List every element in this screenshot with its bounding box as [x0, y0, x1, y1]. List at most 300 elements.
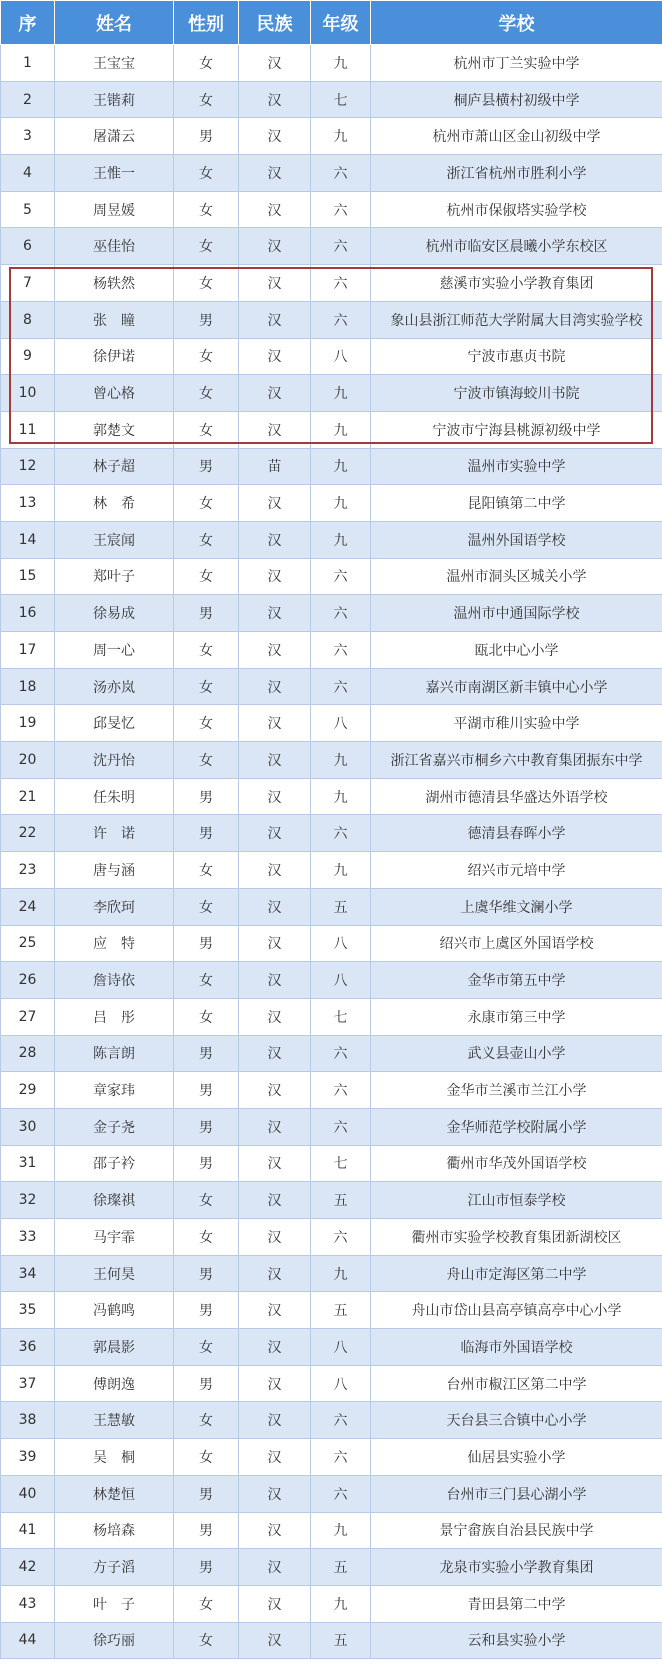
table-row [1, 1622, 662, 1659]
cell-gender: 女 [174, 1439, 239, 1476]
cell-school: 桐庐县横村初级中学 [371, 81, 662, 118]
cell-gender: 男 [174, 118, 239, 155]
cell-name: 王惟一 [55, 155, 174, 192]
cell-ethnicity: 汉 [239, 485, 311, 522]
table-row [1, 521, 662, 558]
cell-ethnicity: 汉 [239, 595, 311, 632]
cell-index: 34 [1, 1255, 55, 1292]
cell-name: 金子尧 [55, 1108, 174, 1145]
cell-name: 詹诗依 [55, 962, 174, 999]
table-row [1, 1512, 662, 1549]
cell-index: 31 [1, 1145, 55, 1182]
cell-school: 温州外国语学校 [371, 521, 662, 558]
cell-gender: 女 [174, 705, 239, 742]
table-row [1, 191, 662, 228]
cell-school: 金华市兰溪市兰江小学 [371, 1072, 662, 1109]
cell-ethnicity: 汉 [239, 1475, 311, 1512]
cell-school: 宁波市镇海蛟川书院 [371, 375, 662, 412]
cell-ethnicity: 汉 [239, 1585, 311, 1622]
cell-ethnicity: 汉 [239, 925, 311, 962]
cell-name: 曾心格 [55, 375, 174, 412]
cell-grade: 六 [311, 1035, 371, 1072]
cell-name: 林子超 [55, 448, 174, 485]
cell-grade: 九 [311, 1585, 371, 1622]
cell-index: 23 [1, 852, 55, 889]
cell-gender: 男 [174, 1145, 239, 1182]
cell-school: 云和县实验小学 [371, 1622, 662, 1659]
cell-index: 35 [1, 1292, 55, 1329]
cell-index: 36 [1, 1329, 55, 1366]
cell-ethnicity: 汉 [239, 265, 311, 302]
cell-grade: 九 [311, 45, 371, 82]
cell-grade: 五 [311, 1182, 371, 1219]
cell-name: 徐璨祺 [55, 1182, 174, 1219]
cell-grade: 六 [311, 632, 371, 669]
cell-school: 仙居县实验小学 [371, 1439, 662, 1476]
cell-school: 嘉兴市南湖区新丰镇中心小学 [371, 668, 662, 705]
table-row [1, 1329, 662, 1366]
cell-ethnicity: 汉 [239, 1292, 311, 1329]
cell-school: 杭州市临安区晨曦小学东校区 [371, 228, 662, 265]
cell-grade: 七 [311, 81, 371, 118]
cell-grade: 九 [311, 375, 371, 412]
cell-index: 44 [1, 1622, 55, 1659]
cell-gender: 男 [174, 1475, 239, 1512]
cell-grade: 九 [311, 521, 371, 558]
cell-index: 17 [1, 632, 55, 669]
table-row [1, 815, 662, 852]
cell-name: 周昱媛 [55, 191, 174, 228]
cell-gender: 男 [174, 1365, 239, 1402]
cell-gender: 女 [174, 265, 239, 302]
cell-name: 汤亦岚 [55, 668, 174, 705]
cell-index: 8 [1, 301, 55, 338]
cell-school: 永康市第三中学 [371, 998, 662, 1035]
cell-name: 傅朗逸 [55, 1365, 174, 1402]
cell-grade: 九 [311, 485, 371, 522]
cell-name: 李欣珂 [55, 888, 174, 925]
cell-school: 武义县壶山小学 [371, 1035, 662, 1072]
cell-gender: 女 [174, 1585, 239, 1622]
cell-school: 台州市三门县心湖小学 [371, 1475, 662, 1512]
cell-school: 湖州市德清县华盛达外语学校 [371, 778, 662, 815]
cell-name: 王宝宝 [55, 45, 174, 82]
cell-gender: 女 [174, 411, 239, 448]
cell-gender: 女 [174, 45, 239, 82]
table-row [1, 1402, 662, 1439]
cell-index: 11 [1, 411, 55, 448]
table-row [1, 1255, 662, 1292]
table-row [1, 45, 662, 82]
table-row [1, 888, 662, 925]
cell-grade: 五 [311, 888, 371, 925]
cell-grade: 五 [311, 1549, 371, 1586]
table-row [1, 1145, 662, 1182]
cell-index: 30 [1, 1108, 55, 1145]
cell-index: 28 [1, 1035, 55, 1072]
table-header-row [1, 1, 662, 45]
cell-index: 7 [1, 265, 55, 302]
cell-school: 天台县三合镇中心小学 [371, 1402, 662, 1439]
cell-grade: 九 [311, 411, 371, 448]
cell-school: 杭州市保俶塔实验学校 [371, 191, 662, 228]
cell-ethnicity: 汉 [239, 1072, 311, 1109]
cell-gender: 男 [174, 925, 239, 962]
table-row [1, 1549, 662, 1586]
cell-gender: 女 [174, 668, 239, 705]
cell-grade: 八 [311, 338, 371, 375]
cell-grade: 六 [311, 1219, 371, 1256]
cell-index: 3 [1, 118, 55, 155]
cell-gender: 男 [174, 1292, 239, 1329]
table-row [1, 962, 662, 999]
cell-grade: 六 [311, 558, 371, 595]
table-row [1, 558, 662, 595]
cell-index: 24 [1, 888, 55, 925]
cell-school: 宁波市宁海县桃源初级中学 [371, 411, 662, 448]
cell-gender: 女 [174, 962, 239, 999]
cell-school: 临海市外国语学校 [371, 1329, 662, 1366]
table-row [1, 852, 662, 889]
table-row [1, 155, 662, 192]
cell-ethnicity: 汉 [239, 852, 311, 889]
table-row [1, 338, 662, 375]
table-row [1, 998, 662, 1035]
cell-name: 吕 彤 [55, 998, 174, 1035]
cell-ethnicity: 汉 [239, 1512, 311, 1549]
cell-name: 王何昊 [55, 1255, 174, 1292]
table-row [1, 265, 662, 302]
cell-ethnicity: 汉 [239, 338, 311, 375]
header-school: 学校 [371, 1, 662, 45]
cell-ethnicity: 汉 [239, 228, 311, 265]
table-row [1, 1292, 662, 1329]
cell-index: 16 [1, 595, 55, 632]
cell-grade: 六 [311, 668, 371, 705]
cell-gender: 男 [174, 1072, 239, 1109]
cell-school: 台州市椒江区第二中学 [371, 1365, 662, 1402]
cell-school: 上虞华维文澜小学 [371, 888, 662, 925]
cell-ethnicity: 汉 [239, 1439, 311, 1476]
cell-grade: 六 [311, 1072, 371, 1109]
cell-index: 29 [1, 1072, 55, 1109]
cell-index: 10 [1, 375, 55, 412]
header-name: 姓名 [55, 1, 174, 45]
cell-ethnicity: 汉 [239, 1035, 311, 1072]
cell-name: 沈丹怡 [55, 742, 174, 779]
cell-gender: 男 [174, 815, 239, 852]
cell-grade: 九 [311, 742, 371, 779]
cell-school: 杭州市丁兰实验中学 [371, 45, 662, 82]
cell-gender: 男 [174, 1035, 239, 1072]
cell-grade: 九 [311, 1512, 371, 1549]
cell-ethnicity: 汉 [239, 411, 311, 448]
cell-ethnicity: 汉 [239, 521, 311, 558]
cell-name: 王宸闻 [55, 521, 174, 558]
cell-grade: 七 [311, 998, 371, 1035]
cell-gender: 女 [174, 228, 239, 265]
cell-grade: 八 [311, 1365, 371, 1402]
cell-school: 绍兴市上虞区外国语学校 [371, 925, 662, 962]
cell-grade: 九 [311, 1255, 371, 1292]
cell-name: 林 希 [55, 485, 174, 522]
cell-index: 13 [1, 485, 55, 522]
cell-name: 王慧敏 [55, 1402, 174, 1439]
cell-index: 6 [1, 228, 55, 265]
table-row [1, 1439, 662, 1476]
cell-gender: 男 [174, 595, 239, 632]
cell-ethnicity: 汉 [239, 1219, 311, 1256]
cell-grade: 六 [311, 1439, 371, 1476]
cell-ethnicity: 汉 [239, 815, 311, 852]
table-row [1, 1108, 662, 1145]
cell-index: 38 [1, 1402, 55, 1439]
cell-grade: 八 [311, 925, 371, 962]
cell-index: 5 [1, 191, 55, 228]
table-row [1, 778, 662, 815]
cell-school: 温州市实验中学 [371, 448, 662, 485]
cell-ethnicity: 汉 [239, 191, 311, 228]
cell-name: 徐易成 [55, 595, 174, 632]
cell-gender: 女 [174, 521, 239, 558]
header-grade: 年级 [311, 1, 371, 45]
header-gender: 性别 [174, 1, 239, 45]
cell-grade: 六 [311, 815, 371, 852]
cell-index: 42 [1, 1549, 55, 1586]
cell-gender: 女 [174, 155, 239, 192]
cell-gender: 男 [174, 301, 239, 338]
table-row [1, 1035, 662, 1072]
cell-name: 张 瞳 [55, 301, 174, 338]
cell-name: 方子滔 [55, 1549, 174, 1586]
cell-grade: 六 [311, 265, 371, 302]
cell-school: 景宁畲族自治县民族中学 [371, 1512, 662, 1549]
cell-gender: 男 [174, 1549, 239, 1586]
cell-school: 昆阳镇第二中学 [371, 485, 662, 522]
table-row [1, 375, 662, 412]
cell-school: 象山县浙江师范大学附属大目湾实验学校 [371, 301, 662, 338]
cell-school: 浙江省嘉兴市桐乡六中教育集团振东中学 [371, 742, 662, 779]
table-row [1, 1219, 662, 1256]
cell-school: 慈溪市实验小学教育集团 [371, 265, 662, 302]
cell-school: 杭州市萧山区金山初级中学 [371, 118, 662, 155]
cell-index: 1 [1, 45, 55, 82]
cell-ethnicity: 汉 [239, 1549, 311, 1586]
cell-gender: 男 [174, 778, 239, 815]
cell-name: 王锴莉 [55, 81, 174, 118]
table-row [1, 595, 662, 632]
cell-ethnicity: 汉 [239, 1145, 311, 1182]
cell-grade: 七 [311, 1145, 371, 1182]
cell-index: 39 [1, 1439, 55, 1476]
cell-grade: 六 [311, 1402, 371, 1439]
cell-gender: 女 [174, 191, 239, 228]
cell-index: 40 [1, 1475, 55, 1512]
cell-grade: 九 [311, 778, 371, 815]
cell-grade: 六 [311, 155, 371, 192]
cell-grade: 六 [311, 595, 371, 632]
cell-gender: 女 [174, 81, 239, 118]
cell-grade: 九 [311, 852, 371, 889]
cell-ethnicity: 汉 [239, 1255, 311, 1292]
cell-ethnicity: 汉 [239, 1365, 311, 1402]
cell-index: 26 [1, 962, 55, 999]
cell-school: 龙泉市实验小学教育集团 [371, 1549, 662, 1586]
cell-grade: 九 [311, 448, 371, 485]
cell-name: 杨轶然 [55, 265, 174, 302]
cell-ethnicity: 汉 [239, 375, 311, 412]
cell-name: 章家玮 [55, 1072, 174, 1109]
cell-name: 巫佳怡 [55, 228, 174, 265]
header-ethnicity: 民族 [239, 1, 311, 45]
cell-grade: 五 [311, 1622, 371, 1659]
table-row [1, 742, 662, 779]
cell-name: 林楚恒 [55, 1475, 174, 1512]
cell-school: 衢州市华茂外国语学校 [371, 1145, 662, 1182]
cell-ethnicity: 汉 [239, 558, 311, 595]
cell-gender: 男 [174, 448, 239, 485]
cell-grade: 六 [311, 1108, 371, 1145]
cell-school: 青田县第二中学 [371, 1585, 662, 1622]
cell-ethnicity: 汉 [239, 155, 311, 192]
table-row [1, 1475, 662, 1512]
cell-name: 陈言朗 [55, 1035, 174, 1072]
cell-index: 27 [1, 998, 55, 1035]
cell-index: 22 [1, 815, 55, 852]
cell-ethnicity: 汉 [239, 705, 311, 742]
cell-ethnicity: 汉 [239, 45, 311, 82]
cell-school: 温州市中通国际学校 [371, 595, 662, 632]
cell-index: 41 [1, 1512, 55, 1549]
cell-name: 吴 桐 [55, 1439, 174, 1476]
table-row [1, 632, 662, 669]
cell-index: 37 [1, 1365, 55, 1402]
cell-gender: 女 [174, 338, 239, 375]
cell-grade: 八 [311, 705, 371, 742]
cell-school: 江山市恒泰学校 [371, 1182, 662, 1219]
cell-index: 2 [1, 81, 55, 118]
cell-ethnicity: 汉 [239, 742, 311, 779]
cell-index: 21 [1, 778, 55, 815]
cell-gender: 女 [174, 1622, 239, 1659]
cell-name: 邱旻忆 [55, 705, 174, 742]
cell-school: 温州市洞头区城关小学 [371, 558, 662, 595]
cell-ethnicity: 汉 [239, 301, 311, 338]
cell-grade: 八 [311, 1329, 371, 1366]
cell-name: 冯鹤鸣 [55, 1292, 174, 1329]
table-row [1, 301, 662, 338]
cell-school: 宁波市惠贞书院 [371, 338, 662, 375]
cell-name: 郑叶子 [55, 558, 174, 595]
cell-gender: 女 [174, 1329, 239, 1366]
cell-gender: 女 [174, 485, 239, 522]
cell-ethnicity: 汉 [239, 778, 311, 815]
cell-name: 邵子衿 [55, 1145, 174, 1182]
table-row [1, 1182, 662, 1219]
cell-index: 9 [1, 338, 55, 375]
cell-gender: 女 [174, 998, 239, 1035]
table-row [1, 228, 662, 265]
cell-index: 14 [1, 521, 55, 558]
cell-index: 19 [1, 705, 55, 742]
cell-grade: 八 [311, 962, 371, 999]
cell-index: 12 [1, 448, 55, 485]
cell-ethnicity: 汉 [239, 632, 311, 669]
table-row [1, 448, 662, 485]
cell-name: 马宇霏 [55, 1219, 174, 1256]
cell-ethnicity: 汉 [239, 1622, 311, 1659]
cell-gender: 女 [174, 632, 239, 669]
cell-name: 杨培森 [55, 1512, 174, 1549]
cell-name: 许 诺 [55, 815, 174, 852]
cell-gender: 男 [174, 1255, 239, 1292]
cell-gender: 女 [174, 1402, 239, 1439]
cell-ethnicity: 汉 [239, 998, 311, 1035]
table-row [1, 118, 662, 155]
cell-ethnicity: 汉 [239, 81, 311, 118]
table-body [1, 45, 662, 1659]
cell-index: 25 [1, 925, 55, 962]
cell-ethnicity: 汉 [239, 1402, 311, 1439]
table-row [1, 1585, 662, 1622]
cell-school: 金华市第五中学 [371, 962, 662, 999]
cell-index: 15 [1, 558, 55, 595]
cell-grade: 六 [311, 228, 371, 265]
cell-ethnicity: 汉 [239, 668, 311, 705]
cell-gender: 女 [174, 558, 239, 595]
cell-ethnicity: 汉 [239, 1182, 311, 1219]
cell-school: 瓯北中心小学 [371, 632, 662, 669]
table-row [1, 1365, 662, 1402]
table-row [1, 411, 662, 448]
cell-name: 郭楚文 [55, 411, 174, 448]
table-row [1, 925, 662, 962]
cell-school: 绍兴市元培中学 [371, 852, 662, 889]
table-row [1, 668, 662, 705]
cell-school: 德清县春晖小学 [371, 815, 662, 852]
cell-grade: 五 [311, 1292, 371, 1329]
table-row [1, 81, 662, 118]
cell-index: 43 [1, 1585, 55, 1622]
cell-ethnicity: 汉 [239, 118, 311, 155]
table-row [1, 1072, 662, 1109]
cell-gender: 男 [174, 1512, 239, 1549]
cell-school: 浙江省杭州市胜利小学 [371, 155, 662, 192]
cell-index: 33 [1, 1219, 55, 1256]
cell-index: 4 [1, 155, 55, 192]
header-index: 序 [1, 1, 55, 45]
cell-gender: 女 [174, 742, 239, 779]
cell-index: 20 [1, 742, 55, 779]
cell-ethnicity: 汉 [239, 962, 311, 999]
cell-name: 徐伊诺 [55, 338, 174, 375]
cell-index: 32 [1, 1182, 55, 1219]
cell-school: 舟山市定海区第二中学 [371, 1255, 662, 1292]
cell-ethnicity: 汉 [239, 1329, 311, 1366]
cell-school: 舟山市岱山县高亭镇高亭中心小学 [371, 1292, 662, 1329]
cell-name: 徐巧丽 [55, 1622, 174, 1659]
cell-gender: 女 [174, 888, 239, 925]
cell-school: 平湖市稚川实验中学 [371, 705, 662, 742]
cell-index: 18 [1, 668, 55, 705]
cell-grade: 九 [311, 118, 371, 155]
cell-gender: 女 [174, 1219, 239, 1256]
cell-name: 任朱明 [55, 778, 174, 815]
cell-name: 叶 子 [55, 1585, 174, 1622]
cell-gender: 女 [174, 375, 239, 412]
table-row [1, 705, 662, 742]
cell-gender: 男 [174, 1108, 239, 1145]
